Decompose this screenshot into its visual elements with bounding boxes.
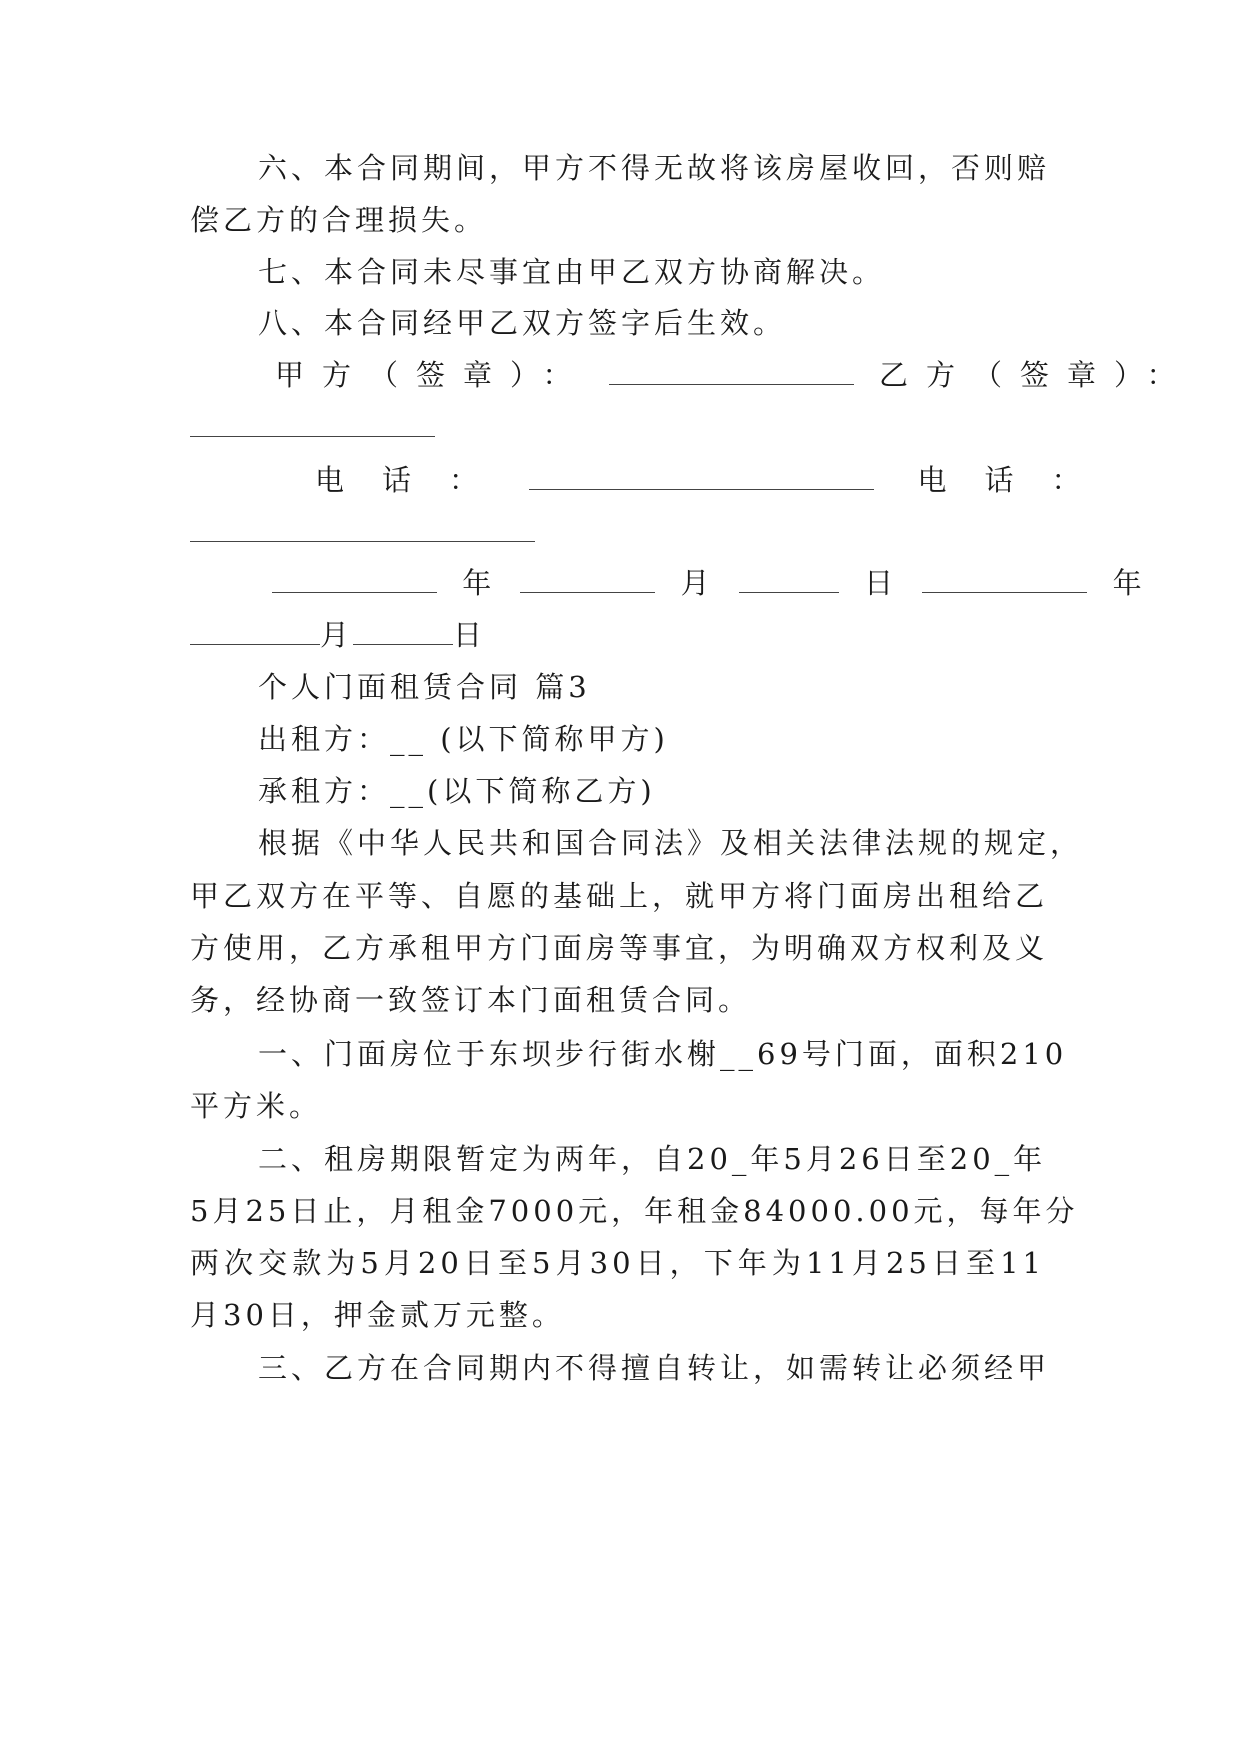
clause-6-line-2: 偿乙方的合理损失。: [190, 203, 488, 237]
party-b-day-blank: [353, 618, 453, 645]
party-b-day-label: 日: [453, 618, 487, 652]
party-b-phone-label: 电话：: [917, 463, 1119, 497]
party-b-phone-blank: [190, 515, 535, 542]
party-b-month-blank: [190, 618, 320, 645]
party-b-phone-row: [190, 512, 1045, 552]
party-a-day-blank: [739, 566, 839, 593]
party-a-phone-blank: [529, 463, 874, 490]
signature-row: [275, 355, 1194, 395]
party-a-phone-label: 电话：: [315, 463, 517, 497]
item-2-line-1: 二、租房期限暂定为两年，自20_年5月26日至20_年: [258, 1142, 1047, 1176]
item-3-line-1: 三、乙方在合同期内不得擅自转让，如需转让必须经甲: [258, 1351, 1051, 1385]
party-a-signature-label: 甲方（签章）：: [275, 358, 590, 392]
clause-6-line-1: 六、本合同期间，甲方不得无故将该房屋收回，否则赔: [258, 151, 1051, 185]
preamble-line-3: 方使用，乙方承租甲方门面房等事宜，为明确双方权利及义: [190, 931, 1049, 965]
preamble-line-4: 务，经协商一致签订本门面租赁合同。: [190, 983, 752, 1017]
party-b-month-label: 月: [320, 618, 354, 652]
item-1-line-1: 一、门面房位于东坝步行街水榭__69号门面，面积210: [258, 1037, 1068, 1071]
party-a-month-label: 月: [680, 566, 714, 600]
clause-8: 八、本合同经甲乙双方签字后生效。: [258, 306, 787, 340]
party-b-signature-blank: [190, 410, 435, 437]
phone-row: [315, 460, 1119, 500]
party-b-signature-label: 乙方（签章）：: [878, 358, 1194, 392]
item-1-line-2: 平方米。: [190, 1089, 323, 1123]
party-a-month-blank: [520, 566, 655, 593]
section-title: 个人门面租赁合同 篇3: [258, 670, 591, 704]
party-b-signature-row: [190, 407, 1045, 447]
party-b-year-label: 年: [1112, 566, 1146, 600]
lessor-line: 出租方：__ (以下简称甲方): [258, 722, 669, 756]
date-row-continued: [190, 615, 1045, 655]
date-row: [272, 563, 1146, 603]
preamble-line-1: 根据《中华人民共和国合同法》及相关法律法规的规定，: [258, 826, 1084, 860]
item-2-line-4: 月30日，押金贰万元整。: [190, 1298, 565, 1332]
party-b-year-blank: [922, 566, 1087, 593]
party-a-year-blank: [272, 566, 437, 593]
party-a-day-label: 日: [864, 566, 898, 600]
clause-7: 七、本合同未尽事宜由甲乙双方协商解决。: [258, 255, 886, 289]
item-2-line-3: 两次交款为5月20日至5月30日，下年为11月25日至11: [190, 1246, 1045, 1280]
preamble-line-2: 甲乙双方在平等、自愿的基础上，就甲方将门面房出租给乙: [190, 879, 1049, 913]
party-a-year-label: 年: [462, 566, 496, 600]
party-a-signature-blank: [609, 358, 854, 385]
lessee-line: 承租方：__(以下简称乙方): [258, 774, 656, 808]
item-2-line-2: 5月25日止，月租金7000元，年租金84000.00元，每年分: [190, 1194, 1079, 1228]
